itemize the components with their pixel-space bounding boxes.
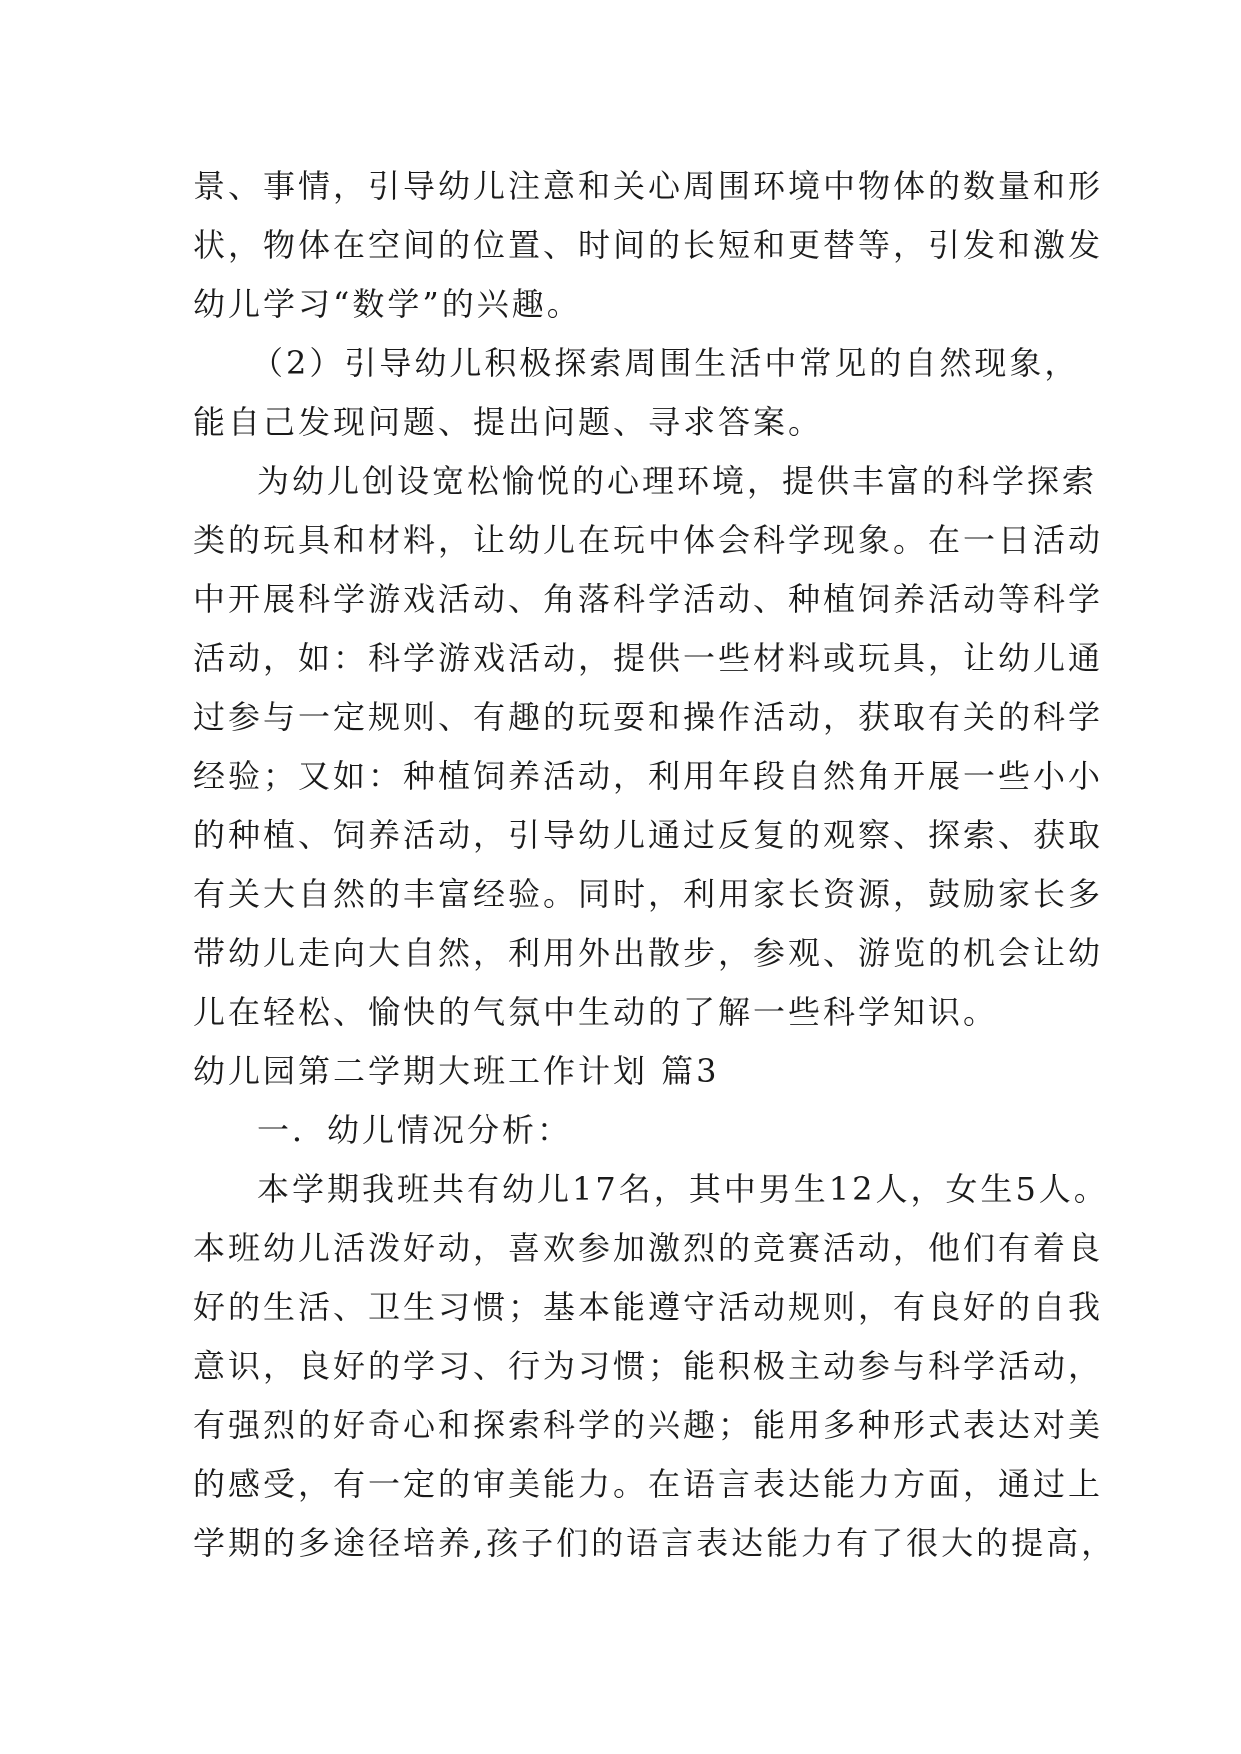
text-line: 的种植、饲养活动，引导幼儿通过反复的观察、探索、获取 — [193, 816, 1104, 854]
text-line: 儿在轻松、愉快的气氛中生动的了解一些科学知识。 — [193, 993, 999, 1031]
text-line: 有关大自然的丰富经验。同时，利用家长资源，鼓励家长多 — [193, 875, 1104, 913]
text-line: 过参与一定规则、有趣的玩耍和操作活动，获取有关的科学 — [193, 698, 1104, 736]
section-heading: 幼儿园第二学期大班工作计划 篇3 — [193, 1052, 720, 1090]
text-line: （2）引导幼儿积极探索周围生活中常见的自然现象， — [251, 344, 1080, 382]
subsection-heading: 一．幼儿情况分析： — [257, 1111, 573, 1149]
text-line: 的感受，有一定的审美能力。在语言表达能力方面，通过上 — [193, 1465, 1104, 1503]
document-page — [193, 157, 1117, 1573]
text-line: 幼儿学习“数学”的兴趣。 — [193, 285, 582, 323]
text-line: 经验；又如：种植饲养活动，利用年段自然角开展一些小小 — [193, 757, 1104, 795]
text-line: 本学期我班共有幼儿17名，其中男生12人，女生5人。 — [257, 1170, 1109, 1208]
text-line: 能自己发现问题、提出问题、寻求答案。 — [193, 403, 824, 441]
text-line: 活动，如：科学游戏活动，提供一些材料或玩具，让幼儿通 — [193, 639, 1104, 677]
text-line: 状，物体在空间的位置、时间的长短和更替等，引发和激发 — [193, 226, 1104, 264]
text-line: 带幼儿走向大自然，利用外出散步，参观、游览的机会让幼 — [193, 934, 1104, 972]
text-line: 好的生活、卫生习惯；基本能遵守活动规则，有良好的自我 — [193, 1288, 1104, 1326]
text-line: 意识，良好的学习、行为习惯；能积极主动参与科学活动， — [193, 1347, 1104, 1385]
text-line: 学期的多途径培养,孩子们的语言表达能力有了很大的提高， — [193, 1524, 1117, 1562]
text-line: 景、事情，引导幼儿注意和关心周围环境中物体的数量和形 — [193, 167, 1104, 205]
text-line: 为幼儿创设宽松愉悦的心理环境，提供丰富的科学探索 — [257, 462, 1098, 500]
text-line: 本班幼儿活泼好动，喜欢参加激烈的竞赛活动，他们有着良 — [193, 1229, 1104, 1267]
text-line: 类的玩具和材料，让幼儿在玩中体会科学现象。在一日活动 — [193, 521, 1104, 559]
text-line: 有强烈的好奇心和探索科学的兴趣；能用多种形式表达对美 — [193, 1406, 1104, 1444]
text-line: 中开展科学游戏活动、角落科学活动、种植饲养活动等科学 — [193, 580, 1104, 618]
